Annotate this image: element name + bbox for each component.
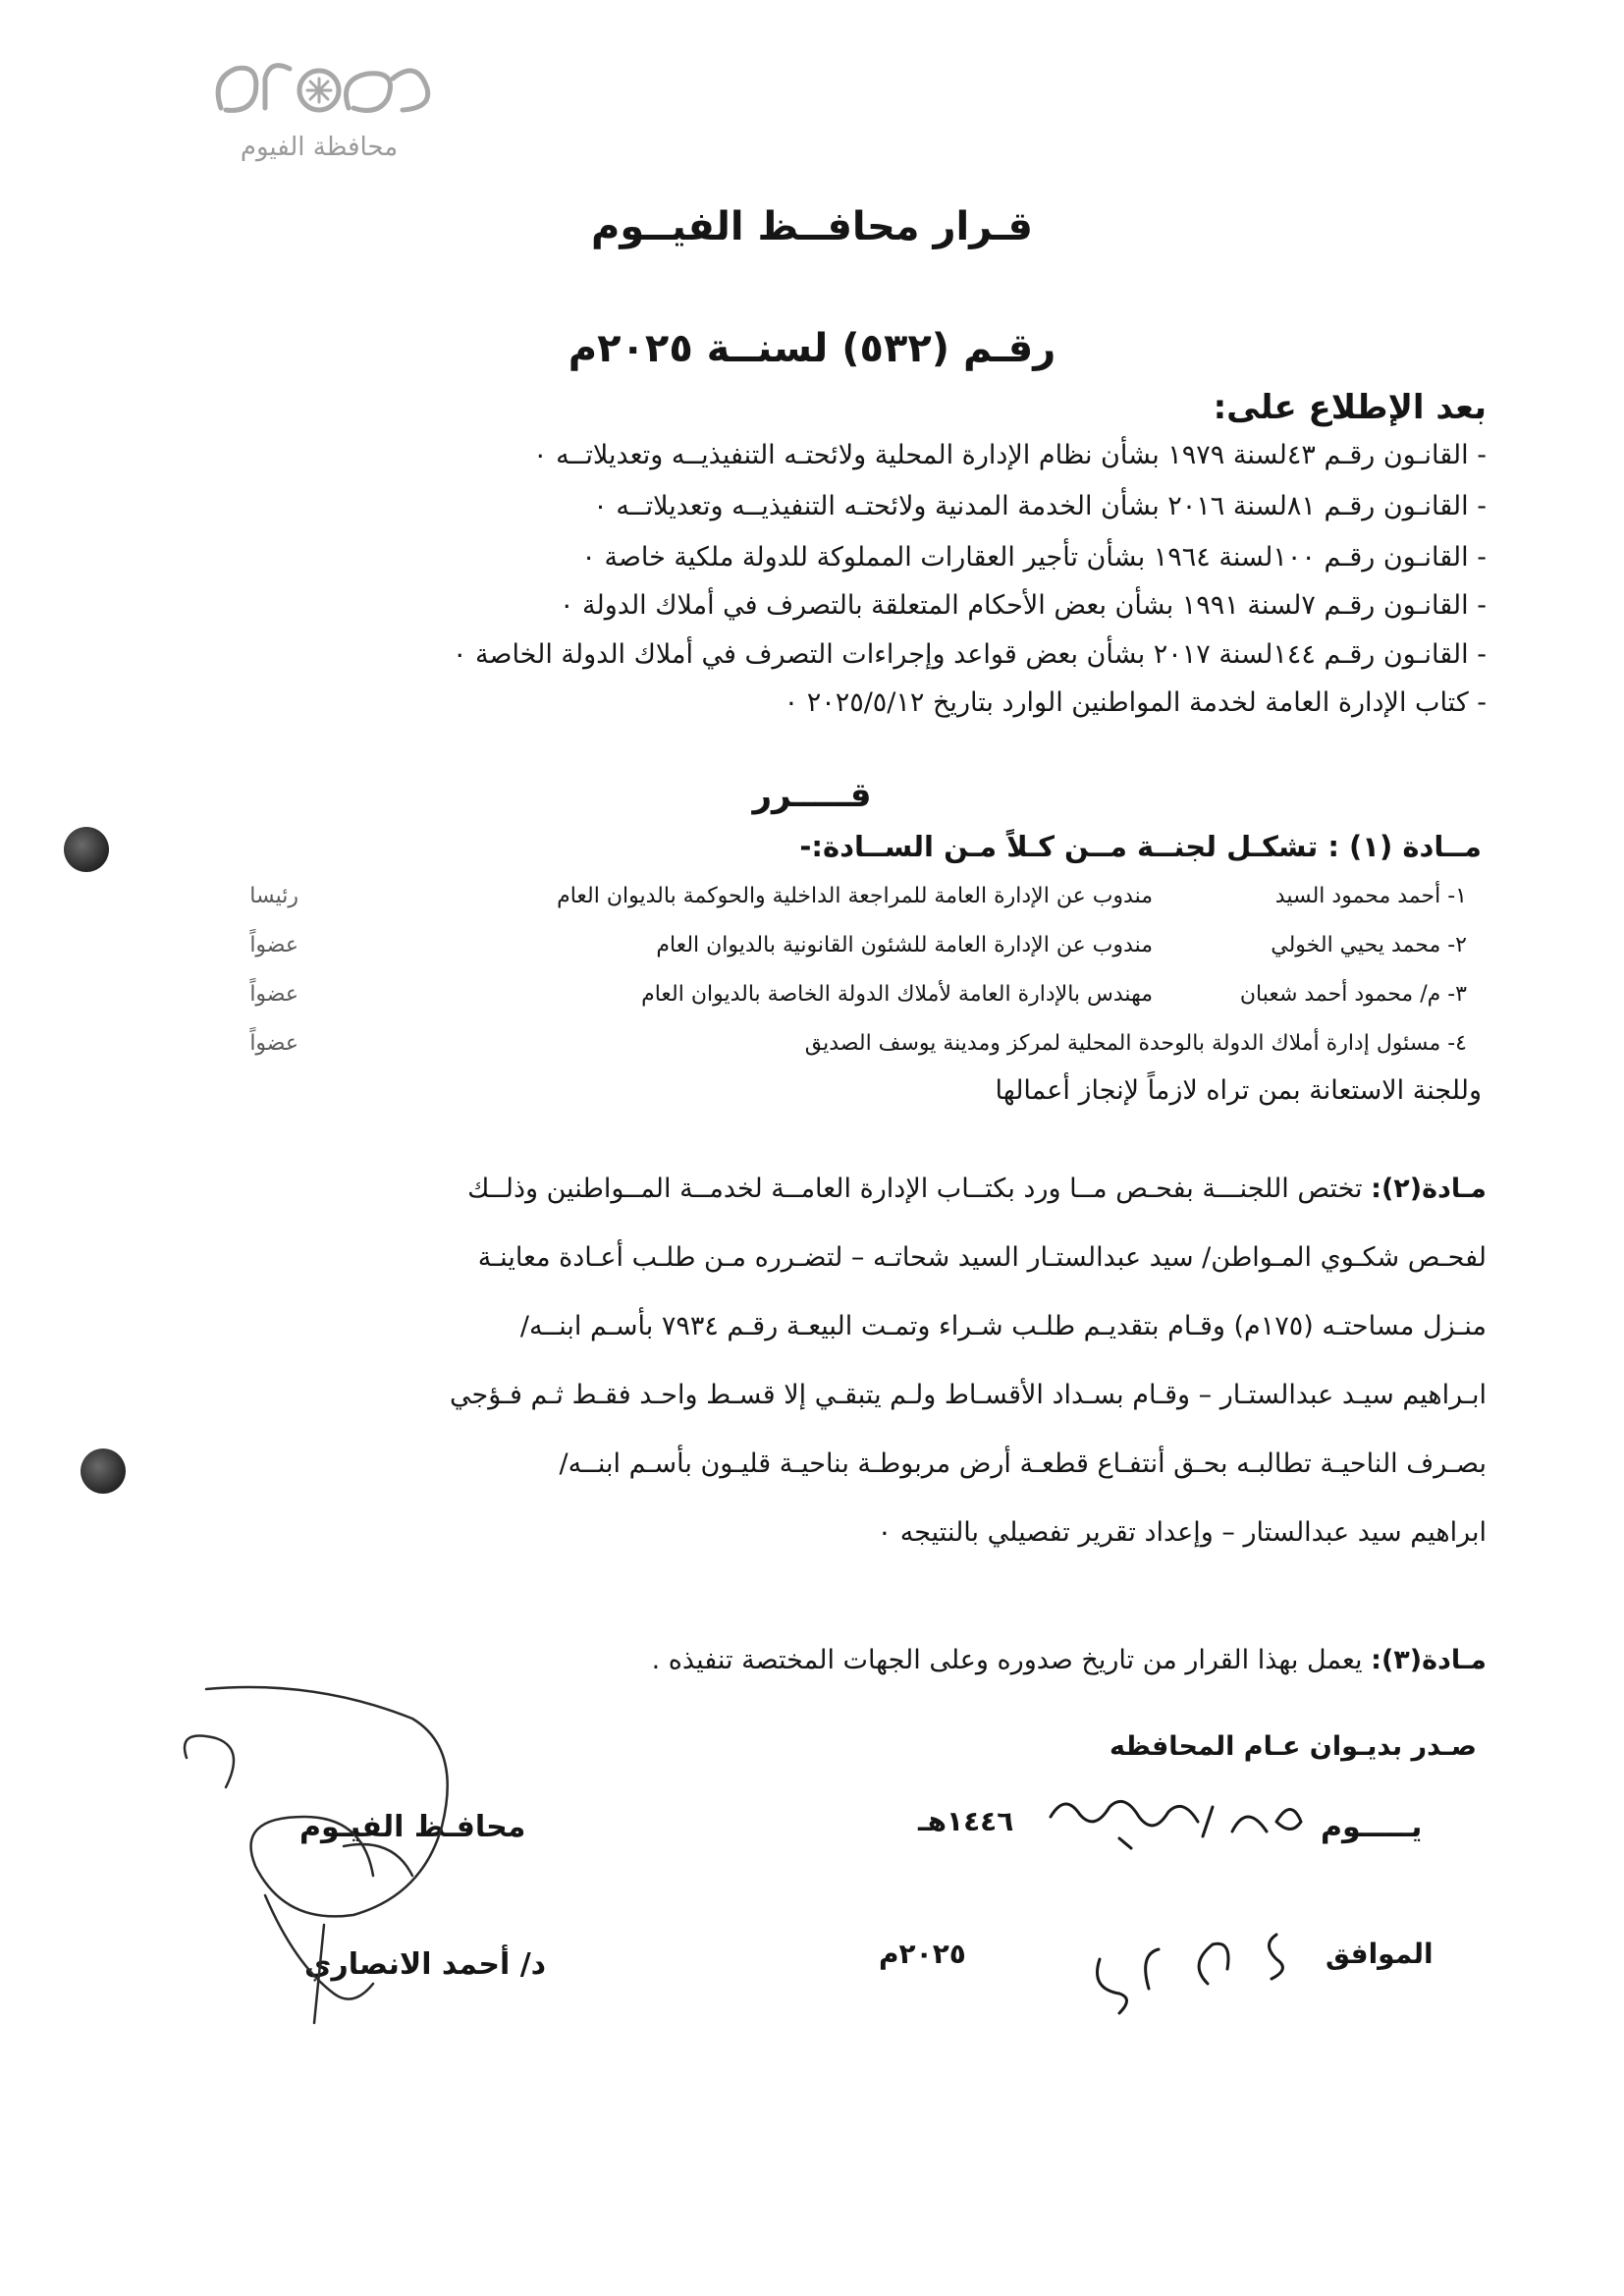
handwritten-hijri-date xyxy=(1021,1777,1316,1856)
hole-punch xyxy=(81,1449,126,1494)
member-name: ٢- محمد يحيي الخولي xyxy=(1271,933,1467,957)
governor-signature xyxy=(167,1669,520,2043)
member-title: عضواً xyxy=(249,1031,298,1056)
governor-title: محافـظ الفيـوم xyxy=(299,1810,526,1844)
law-item: - القانـون رقـم ١٠٠لسنة ١٩٦٤ بشأن تأجير العقارات المملوكة للدولة ملكية خاصة ٠ xyxy=(581,542,1487,573)
day-label: يـــــوم xyxy=(1321,1810,1423,1844)
issued-line: صـدر بديـوان عـام المحافظه xyxy=(1109,1731,1477,1762)
gregorian-year: ٢٠٢٥م xyxy=(879,1938,966,1970)
member-role: مهندس بالإدارة العامة لأملاك الدولة الخاصة بالديوان العام xyxy=(641,982,1153,1007)
member-title: عضواً xyxy=(249,933,298,957)
article-1-heading: مــادة (١) : تشكـل لجنــة مــن كـلاً مـن الســادة:- xyxy=(799,830,1482,863)
article-3-line xyxy=(652,1645,1487,1675)
assist-line: وللجنة الاستعانة بمن تراه لازماً لإنجاز أعمالها xyxy=(995,1075,1482,1106)
governor-name: د/ أحمد الانصاري xyxy=(304,1947,547,1982)
member-name: ١- أحمد محمود السيد xyxy=(1274,884,1467,908)
logo-caption: محافظة الفيوم xyxy=(240,133,399,162)
law-item: - القانـون رقـم ٤٣لسنة ١٩٧٩ بشأن نظام الإدارة المحلية ولائحتـه التنفيذيــه وتعديلاتــه ٠ xyxy=(533,440,1487,470)
article-2-line xyxy=(467,1174,1487,1204)
law-item: - القانـون رقـم ١٤٤لسنة ٢٠١٧ بشأن بعض قواعد وإجراءات التصرف في أملاك الدولة الخاصة ٠ xyxy=(452,639,1487,670)
governorate-logo xyxy=(191,39,447,177)
corresponding-label: الموافق xyxy=(1326,1938,1434,1970)
logo-mark xyxy=(191,39,447,137)
decided-heading: قـــــرر xyxy=(752,776,872,815)
article-2-label: مـادة(٢): xyxy=(1371,1174,1487,1204)
decree-number: رقـم (٥٣٢) لسنــة ٢٠٢٥م xyxy=(568,326,1056,371)
article-2-line: لفحـص شكـوي المـواطن/ سيد عبدالستـار السيد شحاتـه – لتضـرره مـن طلـب أعـادة معاينـة xyxy=(477,1242,1487,1273)
article-2-line: منـزل مساحتـه (١٧٥م) وقـام بتقديـم طلـب شـراء وتمـت البيعـة رقـم ٧٩٣٤ بأسـم ابنــه/ xyxy=(519,1311,1487,1341)
hijri-year: ١٤٤٦هـ xyxy=(918,1805,1014,1837)
law-item: - كتاب الإدارة العامة لخدمة المواطنين الوارد بتاريخ ٢٠٢٥/٥/١٢ ٠ xyxy=(784,687,1487,718)
article-2-line: ابـراهيم سيـد عبدالستـار – وقـام بسـداد الأقسـاط ولـم يتبقـي إلا قسـط واحـد فقـط ثـم فـؤجي xyxy=(450,1380,1487,1410)
member-title: عضواً xyxy=(249,982,298,1007)
hole-punch xyxy=(64,827,109,872)
article-3-label: مـادة(٣): xyxy=(1371,1645,1487,1675)
article-3-text: يعمل بهذا القرار من تاريخ صدوره وعلى الجهات المختصة تنفيذه . xyxy=(651,1645,1363,1675)
article-2-text: تختص اللجنـــة بفحـص مــا ورد بكتــاب الإدارة العامــة لخدمــة المــواطنين وذلــك xyxy=(467,1174,1363,1204)
member-role: مندوب عن الإدارة العامة للشئون القانونية بالديوان العام xyxy=(656,933,1153,957)
decree-title: قـرار محافــظ الفيــوم xyxy=(591,204,1033,249)
member-role: مندوب عن الإدارة العامة للمراجعة الداخلية والحوكمة بالديوان العام xyxy=(557,884,1153,908)
article-2-line: ابراهيم سيد عبدالستار – وإعداد تقرير تفصيلي بالنتيجه ٠ xyxy=(877,1517,1487,1548)
preamble-heading: بعد الإطلاع على: xyxy=(1213,388,1487,427)
handwritten-greg-date xyxy=(1080,1915,1316,2023)
article-2-line: بصـرف الناحيـة تطالبـه بحـق أنتفـاع قطعـة أرض مربوطـة بناحيـة قليـون بأسـم ابنــه/ xyxy=(559,1449,1487,1479)
member-name: ٤- مسئول إدارة أملاك الدولة بالوحدة المحلية لمركز ومدينة يوسف الصديق xyxy=(804,1031,1467,1056)
member-name: ٣- م/ محمود أحمد شعبان xyxy=(1239,982,1467,1007)
law-item: - القانـون رقـم ٨١لسنة ٢٠١٦ بشأن الخدمة المدنية ولائحتـه التنفيذيــه وتعديلاتــه ٠ xyxy=(593,491,1487,521)
law-item: - القانـون رقـم ٧لسنة ١٩٩١ بشأن بعض الأحكام المتعلقة بالتصرف في أملاك الدولة ٠ xyxy=(559,590,1487,621)
member-title: رئيسا xyxy=(249,884,298,908)
